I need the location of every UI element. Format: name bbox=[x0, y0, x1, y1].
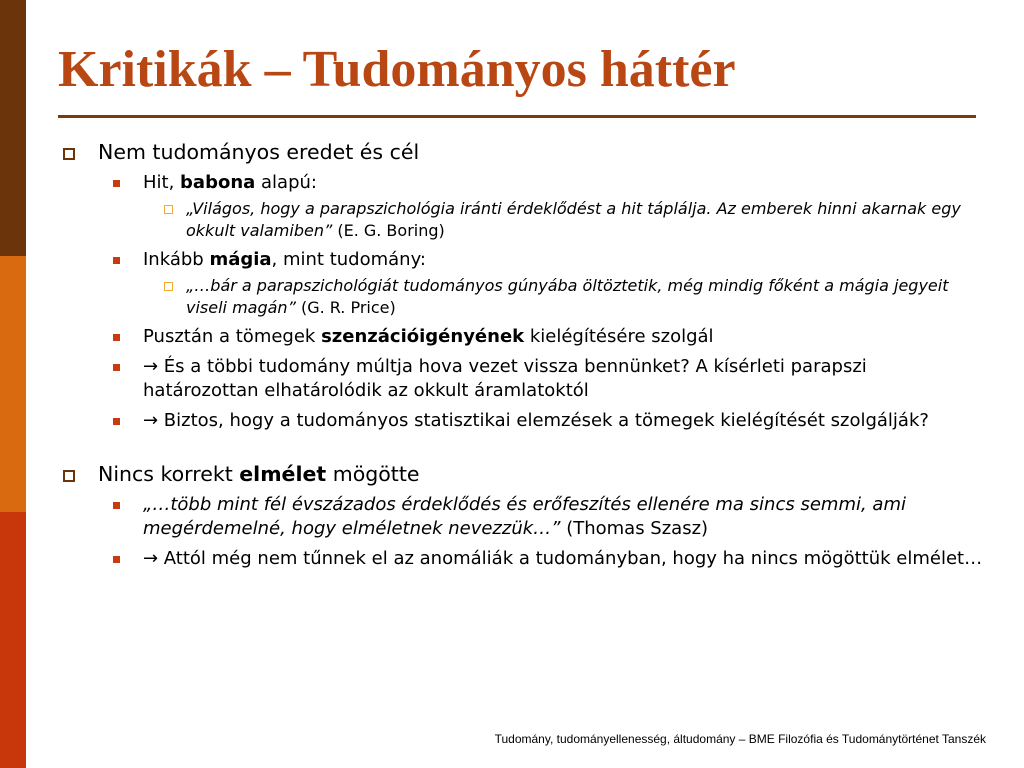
quote-attribution: (Thomas Szasz) bbox=[560, 518, 709, 539]
bullet-text: , mint tudomány: bbox=[271, 249, 426, 270]
section-heading-text: mögötte bbox=[326, 462, 420, 486]
bullet-text: Inkább bbox=[143, 249, 210, 270]
bullet-text: Pusztán a tömegek bbox=[143, 326, 322, 347]
section-heading-origin bbox=[58, 139, 988, 165]
bullet-other-sciences bbox=[58, 355, 988, 403]
bullet-bold-term: babona bbox=[180, 172, 256, 193]
bullet-text: → Biztos, hogy a tudományos statisztikai elemzések a tömegek kielégítését szolgálják? bbox=[143, 410, 929, 431]
bullet-anomalies bbox=[58, 547, 988, 571]
quote-attribution: (E. G. Boring) bbox=[332, 221, 445, 240]
title-underline bbox=[58, 115, 976, 118]
side-bar-bottom bbox=[0, 512, 26, 768]
quote-price bbox=[58, 275, 988, 319]
quote-attribution: (G. R. Price) bbox=[295, 298, 396, 317]
bullet-text: → És a többi tudomány múltja hova vezet vissza bennünket? A kísérleti parapszi határozottan elhatárolódik az okkult áramlatoktól bbox=[143, 356, 867, 401]
bullet-magic bbox=[58, 248, 988, 272]
section-heading-bold-term: elmélet bbox=[239, 462, 327, 486]
hollow-square-bullet-icon bbox=[63, 148, 75, 160]
bullet-text: → Attól még nem tűnnek el az anomáliák a tudományban, hogy ha nincs mögöttük elmélet… bbox=[143, 548, 983, 569]
quote-szasz bbox=[58, 493, 988, 541]
small-hollow-square-bullet-icon bbox=[164, 205, 173, 214]
bullet-statistics bbox=[58, 409, 988, 433]
hollow-square-bullet-icon bbox=[63, 470, 75, 482]
quote-boring bbox=[58, 198, 988, 242]
bullet-text: kielégítésére szolgál bbox=[524, 326, 714, 347]
bullet-bold-term: szenzációigényének bbox=[321, 326, 525, 347]
slide-content bbox=[58, 139, 988, 571]
small-hollow-square-bullet-icon bbox=[164, 282, 173, 291]
slide-title: Kritikák – Tudományos háttér bbox=[58, 41, 736, 98]
bullet-sensation bbox=[58, 325, 988, 349]
slide-footer: Tudomány, tudományellenesség, áltudomány – BME Filozófia és Tudománytörténet Tanszék bbox=[494, 732, 986, 746]
quote-text: „…bár a parapszichológiát tudományos gúnyába öltöztetik, még mindig főként a mágia jegyeit viseli magán” bbox=[186, 276, 949, 317]
quote-text: „…több mint fél évszázados érdeklődés és erőfeszítés ellenére ma sincs semmi, ami megérdemelné, hogy elméletnek nevezzük…” bbox=[143, 494, 906, 539]
side-bar-middle bbox=[0, 256, 26, 512]
bullet-text: Hit, bbox=[143, 172, 181, 193]
side-bar-top bbox=[0, 0, 26, 256]
bullet-superstition bbox=[58, 171, 988, 195]
square-bullet-icon bbox=[113, 257, 120, 264]
square-bullet-icon bbox=[113, 556, 120, 563]
square-bullet-icon bbox=[113, 180, 120, 187]
section-heading-text: Nem tudományos eredet és cél bbox=[98, 140, 420, 164]
bullet-text: alapú: bbox=[255, 172, 317, 193]
quote-text: „Világos, hogy a parapszichológia iránti érdeklődést a hit táplálja. Az emberek hinni akarnak egy okkult valamiben” bbox=[186, 199, 961, 240]
bullet-bold-term: mágia bbox=[209, 249, 272, 270]
square-bullet-icon bbox=[113, 502, 120, 509]
square-bullet-icon bbox=[113, 364, 120, 371]
square-bullet-icon bbox=[113, 334, 120, 341]
section-heading-text: Nincs korrekt bbox=[98, 462, 240, 486]
section-heading-theory bbox=[58, 461, 988, 487]
square-bullet-icon bbox=[113, 418, 120, 425]
